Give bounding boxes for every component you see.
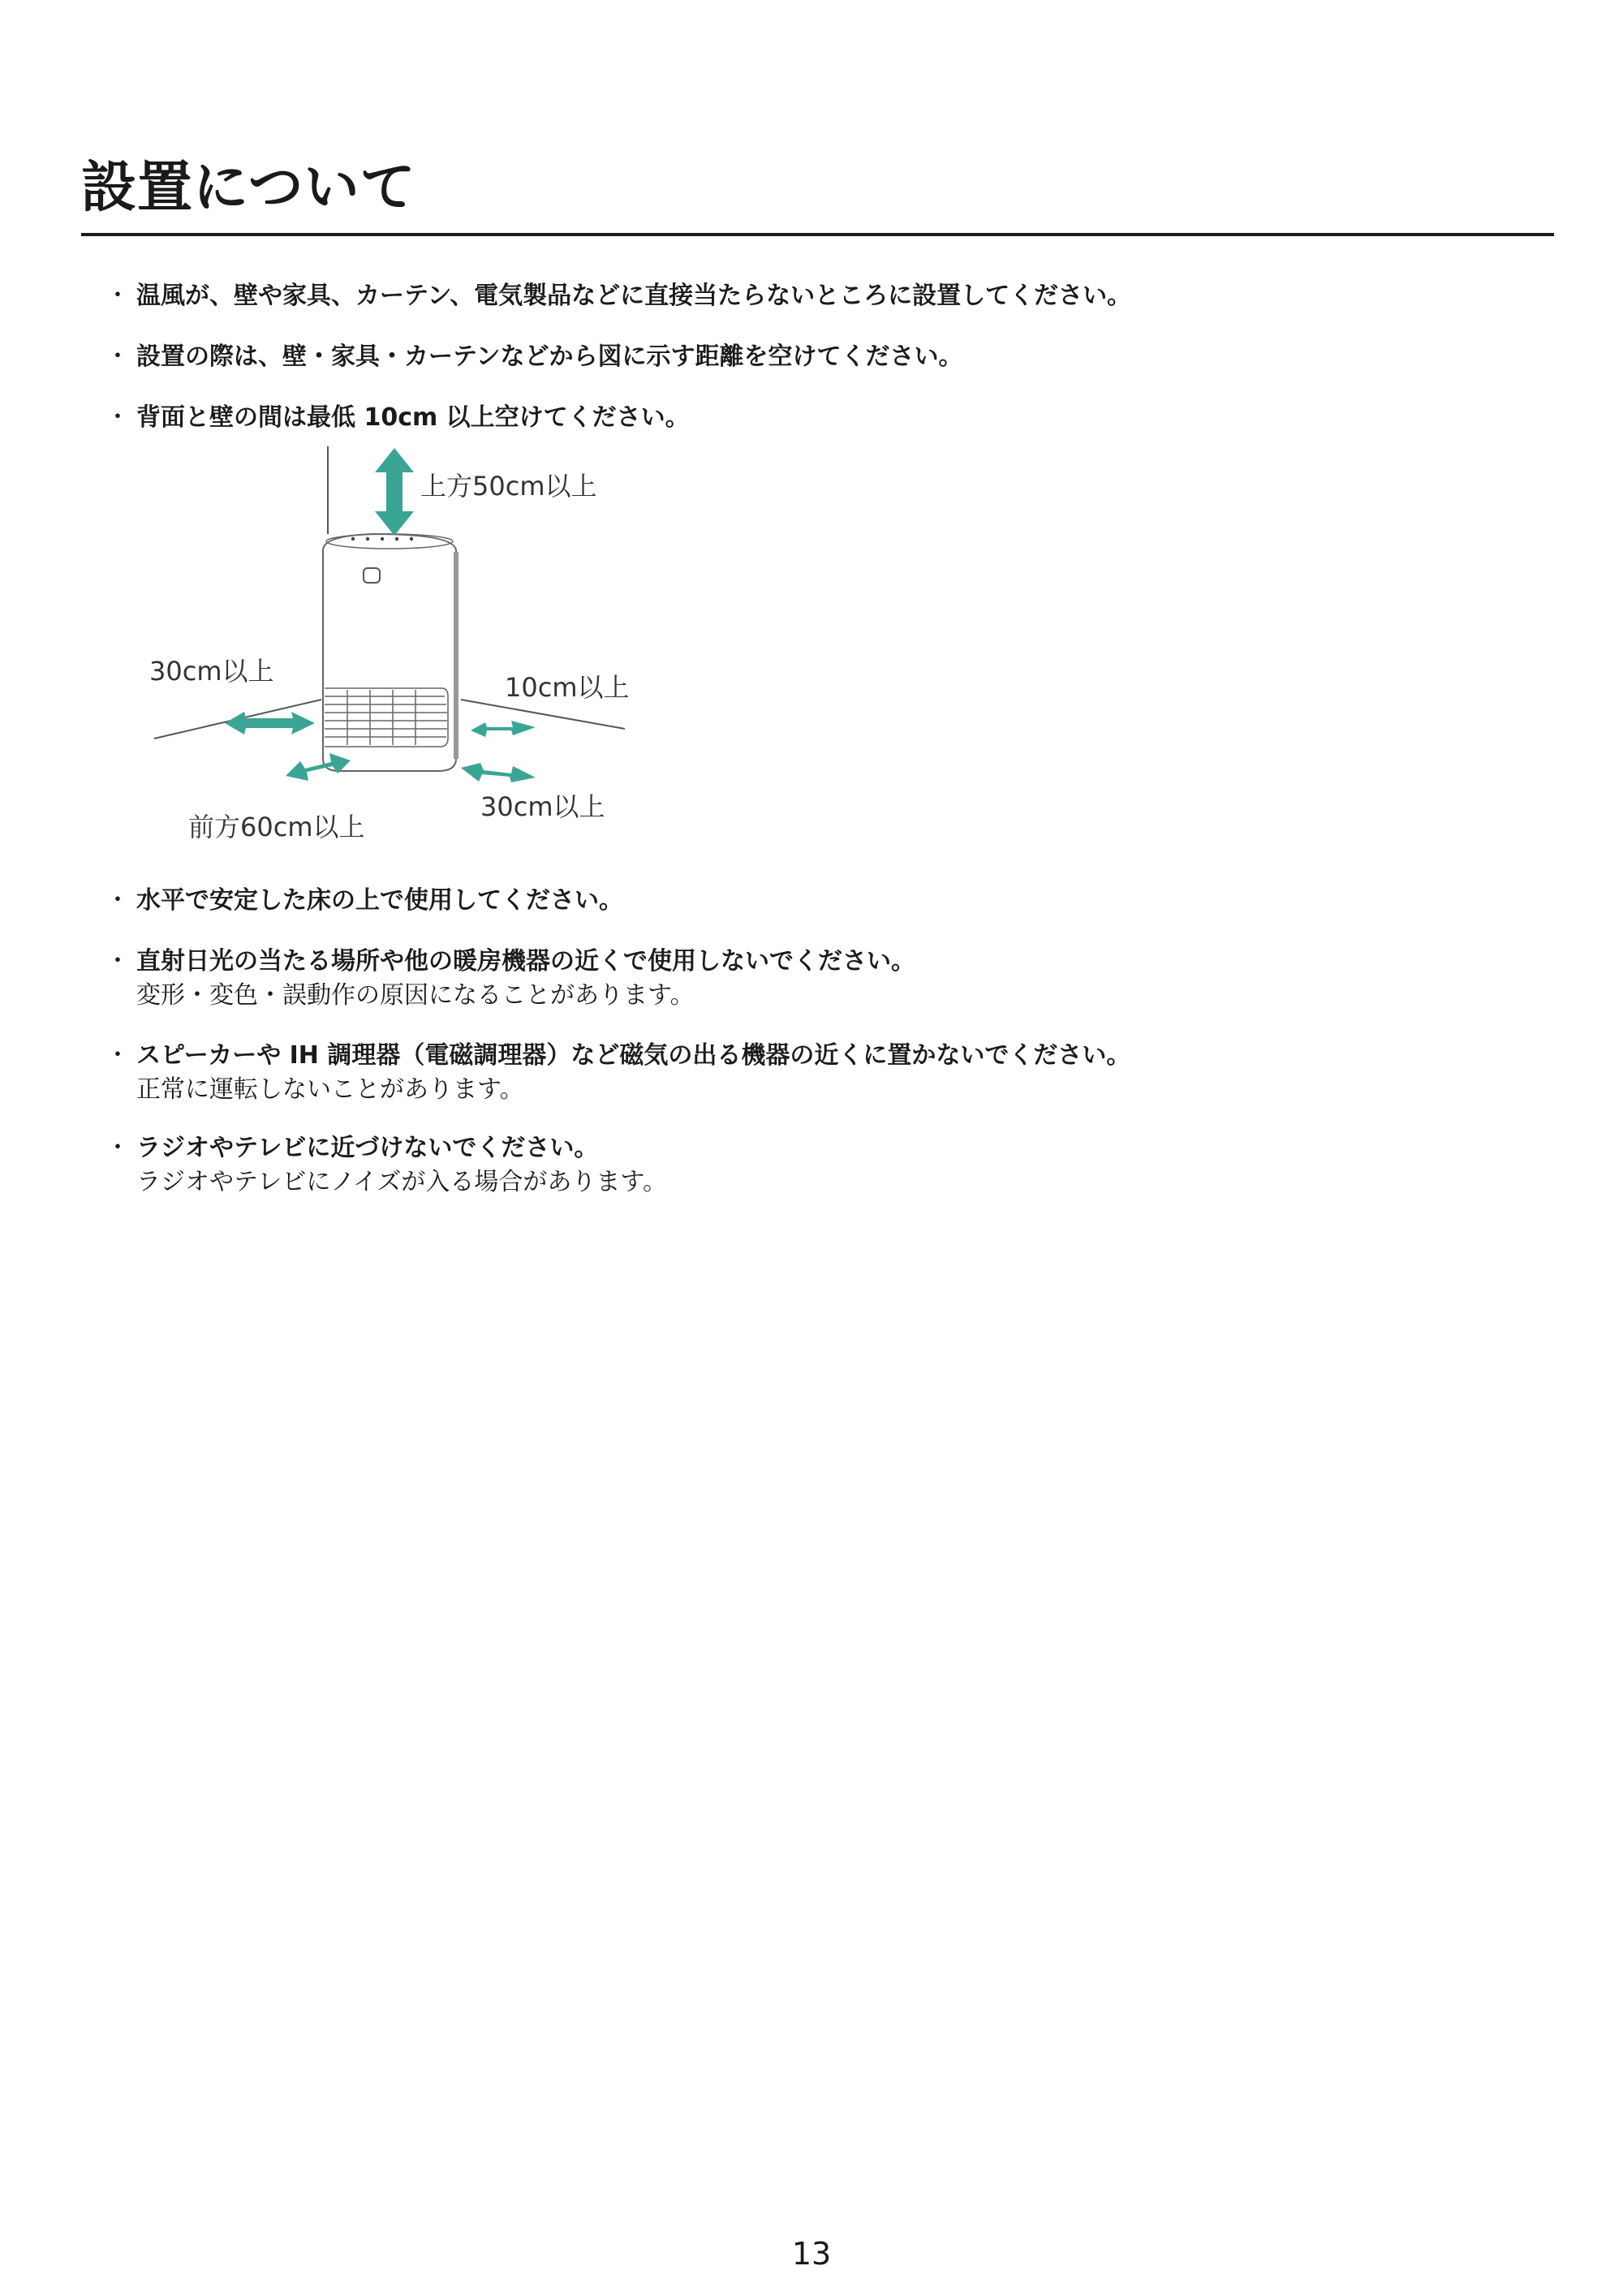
bullet-text: 背面と壁の間は最低 10cm 以上空けてください。	[136, 403, 690, 432]
bullet-dot: ・	[105, 282, 130, 310]
label-top-clearance: 上方50cm以上	[420, 471, 597, 502]
bullet-dot: ・	[105, 886, 130, 915]
label-front-clearance: 前方60cm以上	[188, 812, 365, 842]
accent-shape	[375, 448, 414, 536]
bullet-dot: ・	[105, 403, 130, 432]
bullet-subtext: 変形・変色・誤動作の原因になることがあります。	[136, 981, 695, 1010]
label-right-clearance: 30cm以上	[480, 791, 605, 822]
bullet-text: 設置の際は、壁・家具・カーテンなどから図に示す距離を空けてください。	[136, 342, 963, 371]
accent-shape	[225, 712, 315, 734]
bullet-dot: ・	[105, 342, 130, 371]
bullet-text: 水平で安定した床の上で使用してください。	[136, 886, 623, 915]
label-left-clearance: 30cm以上	[149, 656, 274, 687]
page-title: 設置について	[81, 156, 416, 220]
label-back-clearance: 10cm以上	[505, 672, 630, 703]
double-arrow-left	[225, 712, 315, 734]
accent-shape	[286, 753, 351, 781]
accent-shape	[471, 721, 536, 737]
double-arrow-front	[286, 753, 351, 781]
bullet-text: 温風が、壁や家具、カーテン、電気製品などに直接当たらないところに設置してください。	[136, 282, 1132, 310]
bullet-dot: ・	[105, 1041, 130, 1070]
bullet-text: 直射日光の当たる場所や他の暖房機器の近くで使用しないでください。	[136, 947, 915, 976]
bullet-subtext: ラジオやテレビにノイズが入る場合があります。	[136, 1168, 667, 1196]
double-arrow-up	[375, 448, 414, 536]
bullet-text: スピーカーや IH 調理器（電磁調理器）など磁気の出る機器の近くに置かないでください。	[136, 1041, 1131, 1070]
double-arrow-right-back	[471, 721, 536, 737]
bullet-dot: ・	[105, 947, 130, 976]
bullet-subtext: 正常に運転しないことがあります。	[136, 1075, 524, 1104]
clearance-diagram	[138, 438, 706, 868]
bullet-dot: ・	[105, 1134, 130, 1162]
page-number: 13	[791, 2236, 832, 2272]
double-arrow-right-front	[461, 763, 536, 782]
heater-illustration	[323, 534, 456, 771]
title-underline	[81, 233, 1554, 236]
bullet-text: ラジオやテレビに近づけないでください。	[136, 1134, 599, 1162]
accent-shape	[461, 763, 536, 782]
